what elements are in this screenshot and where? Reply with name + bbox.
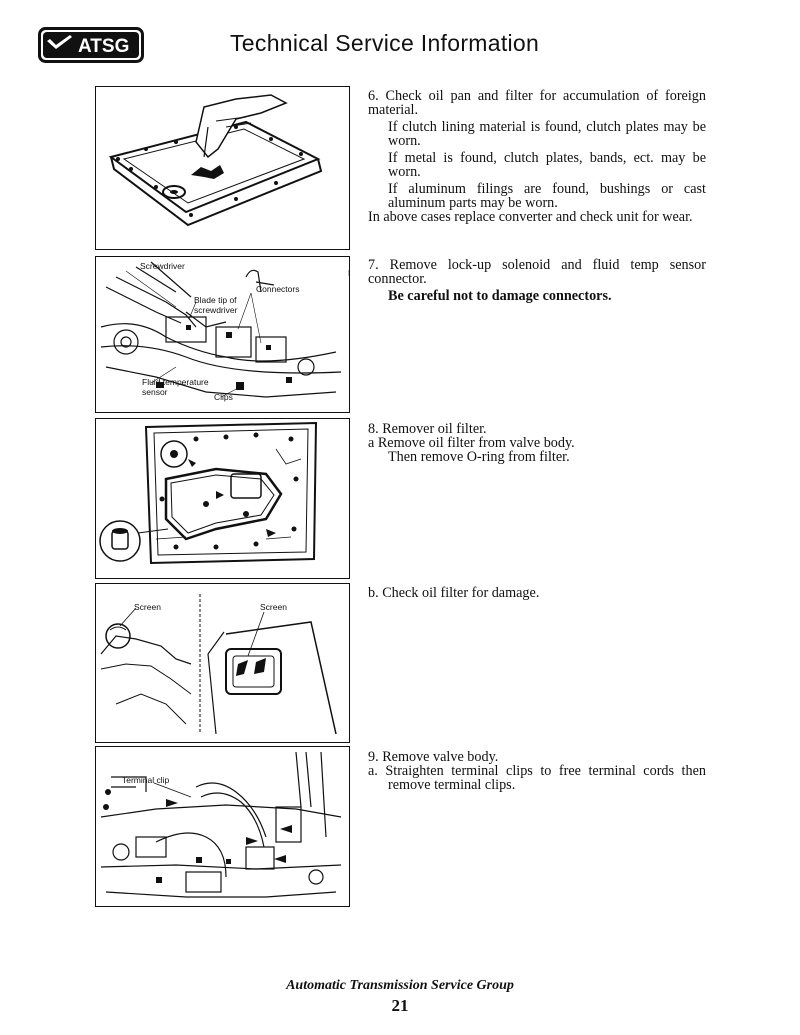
connectors-illustration [96, 257, 349, 412]
step-6 [368, 89, 706, 224]
figure-screens [95, 583, 350, 743]
step-8-sub-a-2: Then remove O-ring from filter. [388, 449, 570, 465]
label-screen-right: Screen [260, 602, 287, 612]
step-8-sub-a: a Remove oil filter from valve body. [368, 435, 575, 451]
terminal-clips-illustration [96, 747, 349, 906]
label-connectors: Connectors [256, 284, 300, 294]
step-8 [368, 422, 706, 464]
label-fluid-temp-1: Fluid temperature [142, 377, 209, 387]
step-6-item-2: If metal is found, clutch plates, bands, ect. may be worn. [388, 150, 706, 180]
step-6-lead: 6. Check oil pan and filter for accumulation of foreign material. [368, 88, 706, 118]
step-6-closing: In above cases replace converter and check unit for wear. [368, 209, 693, 225]
step-8b [368, 586, 706, 600]
step-9-sub-a: a. Straighten terminal clips to free terminal cords then remove terminal clips. [368, 763, 706, 793]
page-number: 21 [391, 996, 409, 1015]
label-blade-tip-2: screwdriver [194, 305, 238, 315]
step-6-item-3: If aluminum filings are found, bushings or cast aluminum parts may be worn. [388, 181, 706, 211]
label-screwdriver: Screwdriver [140, 261, 185, 271]
step-8-lead: 8. Remover oil filter. [368, 421, 487, 437]
step-7 [368, 258, 706, 303]
scan-mark [348, 270, 349, 276]
atsg-logo [38, 27, 144, 63]
screens-illustration [96, 584, 349, 742]
label-blade-tip-1: Blade tip of [194, 295, 237, 305]
oil-pan-illustration [96, 87, 349, 249]
label-terminal-clip: Terminal clip [122, 775, 170, 785]
step-7-warning: Be careful not to damage connectors. [388, 288, 612, 304]
figure-connectors [95, 256, 350, 413]
step-9 [368, 750, 706, 792]
step-9-lead: 9. Remove valve body. [368, 749, 499, 765]
step-7-lead: 7. Remove lock-up solenoid and fluid temp sensor connector. [368, 257, 706, 287]
figure-oil-filter [95, 418, 350, 579]
label-clips: Clips [214, 392, 233, 402]
label-screen-left: Screen [134, 602, 161, 612]
label-fluid-temp-2: sensor [142, 387, 168, 397]
step-8-sub-b: b. Check oil filter for damage. [368, 585, 540, 601]
figure-oil-pan [95, 86, 350, 250]
page-title: Technical Service Information [230, 30, 540, 56]
valve-body-filter-illustration [96, 419, 349, 578]
step-6-item-1: If clutch lining material is found, clutch plates may be worn. [388, 119, 706, 149]
figure-terminal-clips [95, 746, 350, 907]
footer-group-name: Automatic Transmission Service Group [286, 978, 514, 993]
logo-text: ATSG [78, 36, 130, 57]
